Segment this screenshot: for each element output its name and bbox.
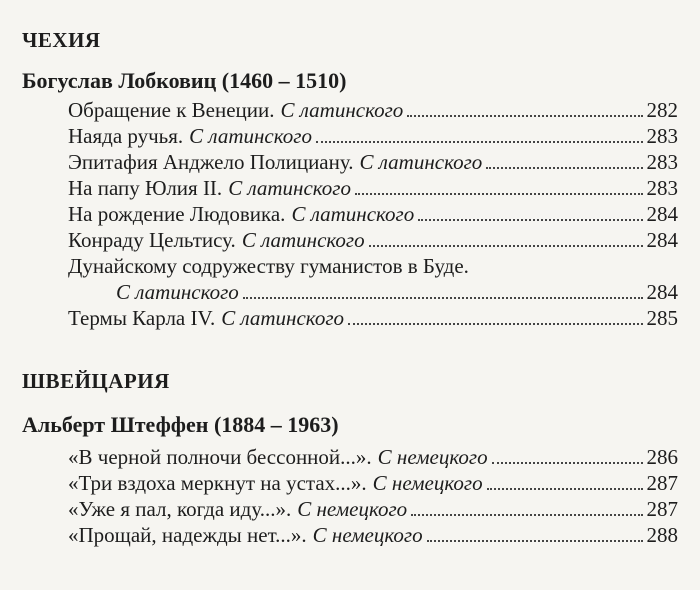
dot-leader xyxy=(427,540,643,542)
toc-entry xyxy=(68,305,678,331)
dot-leader xyxy=(487,488,643,490)
entry-source-language: С латинского xyxy=(228,176,351,200)
entry-source-language: С латинского xyxy=(189,124,312,148)
entry-title: «Прощай, надежды нет...». xyxy=(68,523,307,547)
entry-page-number: 283 xyxy=(646,124,678,148)
entry-title: Конраду Цельтису. xyxy=(68,228,236,252)
toc-entry xyxy=(68,175,678,201)
toc-entry xyxy=(68,149,678,175)
entry-source-language: С латинского xyxy=(116,280,239,304)
toc-entry xyxy=(68,97,678,123)
toc-entry xyxy=(68,522,678,548)
author-heading: Альберт Штеффен (1884 – 1963) xyxy=(22,412,339,437)
toc-entry xyxy=(68,201,678,227)
toc-entry xyxy=(116,279,678,305)
dot-leader xyxy=(492,462,643,464)
entry-title: «Три вздоха меркнут на устах...». xyxy=(68,471,367,495)
toc-entry xyxy=(68,496,678,522)
toc-entry xyxy=(68,444,678,470)
entry-title: На папу Юлия II. xyxy=(68,176,223,200)
dot-leader xyxy=(243,297,643,299)
toc-entry xyxy=(68,227,678,253)
entry-page-number: 285 xyxy=(646,306,678,330)
dot-leader xyxy=(411,514,642,516)
entry-source-language: С латинского xyxy=(291,202,415,226)
dot-leader xyxy=(369,245,643,247)
entry-source-language: С латинского xyxy=(359,150,483,174)
dot-leader xyxy=(316,141,643,143)
entry-title: «В черной полночи бессонной...». xyxy=(68,445,372,469)
toc-entry xyxy=(68,123,678,149)
entry-title: Обращение к Венеции. xyxy=(68,98,275,122)
dot-leader xyxy=(418,219,642,221)
entry-title: Термы Карла IV. xyxy=(68,306,216,330)
dot-leader xyxy=(407,115,642,117)
entry-source-language: С немецкого xyxy=(377,445,488,469)
entry-title: «Уже я пал, когда иду...». xyxy=(68,497,292,521)
entry-source-language: С латинского xyxy=(241,228,365,252)
dot-leader xyxy=(486,167,642,169)
entry-page-number: 284 xyxy=(646,202,678,226)
entry-title: Эпитафия Анджело Полициану. xyxy=(68,150,354,174)
entry-source-language: С латинского xyxy=(280,98,404,122)
entry-page-number: 283 xyxy=(646,150,678,174)
entry-source-language: С немецкого xyxy=(312,523,423,547)
toc-entry xyxy=(68,470,678,496)
entry-page-number: 283 xyxy=(646,176,678,200)
entry-page-number: 287 xyxy=(646,471,678,495)
entry-source-language: С латинского xyxy=(221,306,345,330)
dot-leader xyxy=(355,193,643,195)
entry-page-number: 284 xyxy=(646,228,678,252)
entry-page-number: 286 xyxy=(646,445,678,469)
entry-page-number: 287 xyxy=(646,497,678,521)
entry-title: На рождение Людовика. xyxy=(68,202,286,226)
entry-source-language: С немецкого xyxy=(372,471,483,495)
author-heading: Богуслав Лобковиц (1460 – 1510) xyxy=(22,68,347,93)
entry-page-number: 288 xyxy=(646,523,678,547)
entry-title: Дунайскому содружеству гуманистов в Буде. xyxy=(68,254,469,278)
dot-leader xyxy=(348,323,642,325)
country-heading: ШВЕЙЦАРИЯ xyxy=(22,369,170,393)
entry-page-number: 282 xyxy=(646,98,678,122)
entry-title: Наяда ручья. xyxy=(68,124,184,148)
country-heading: ЧЕХИЯ xyxy=(22,28,101,52)
entry-source-language: С немецкого xyxy=(297,497,408,521)
entry-page-number: 284 xyxy=(646,280,678,304)
